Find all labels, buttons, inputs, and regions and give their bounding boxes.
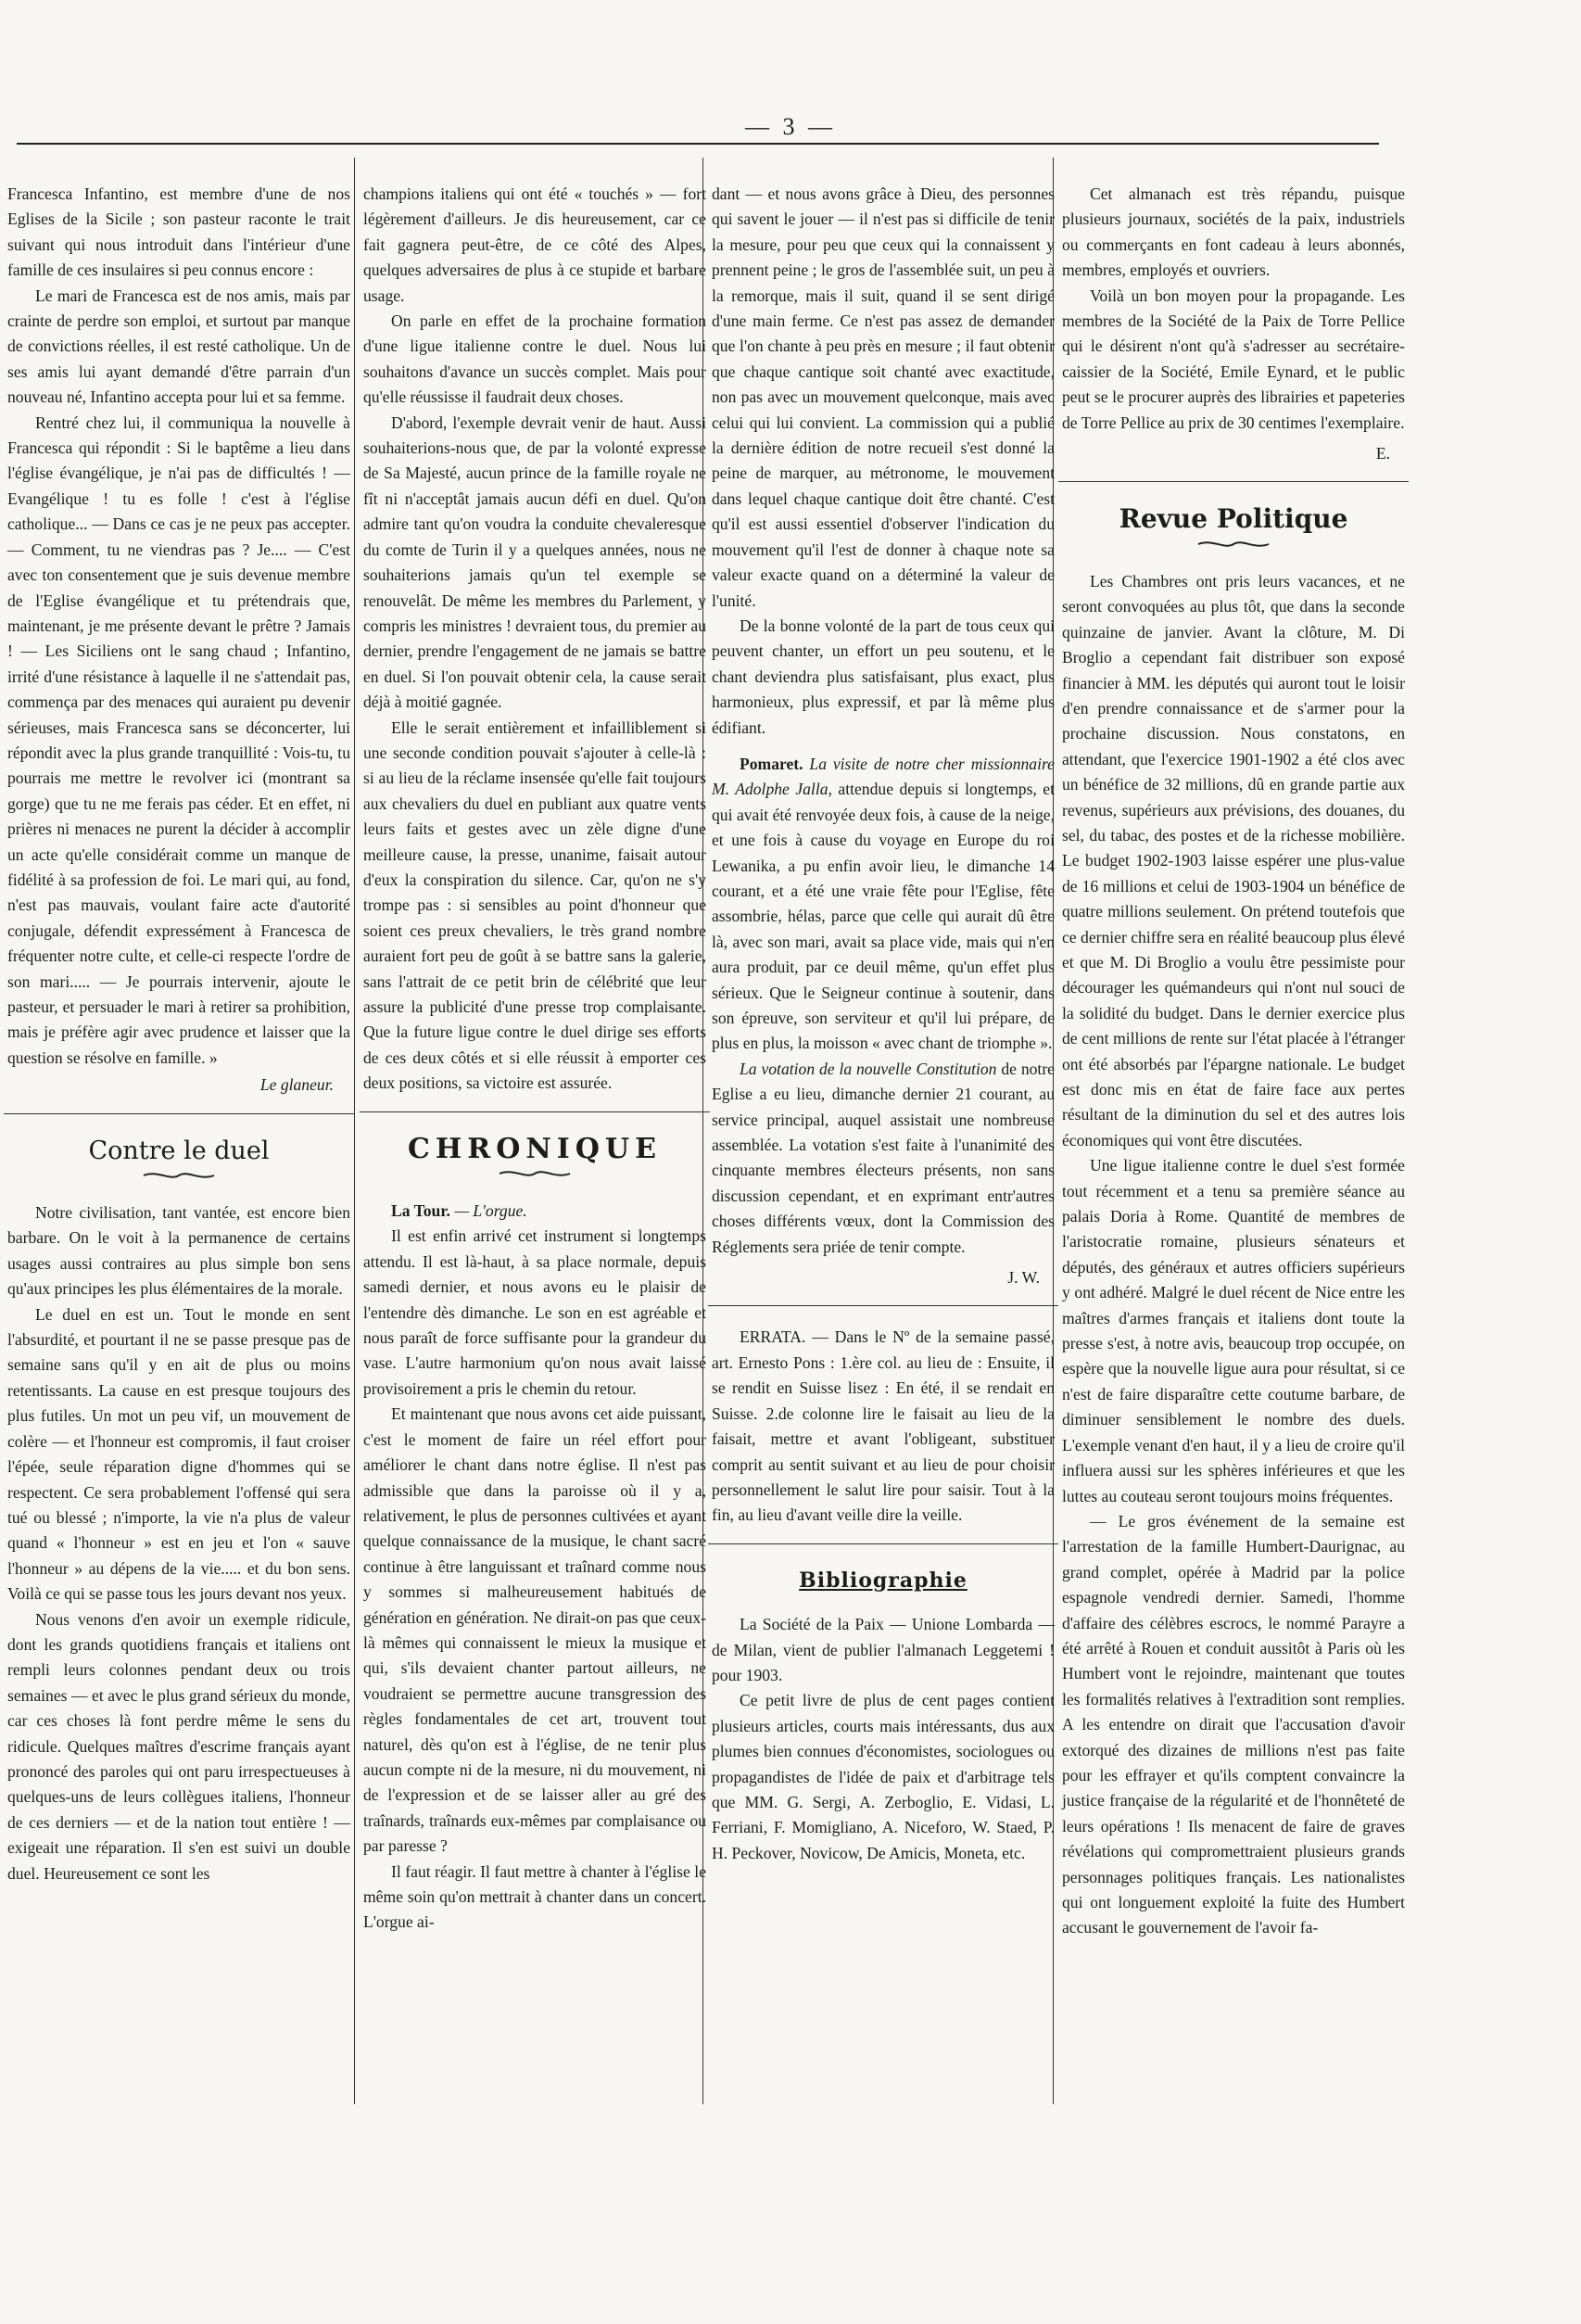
article-paragraph: Les Chambres ont pris leurs vacances, et ne seront convoquées au plus tôt, que dans la seconde quinzaine de janvier. Avant la clôture, M. Di Broglio a cependant fait distribuer son exposé financier à MM. les députés qui auront tout le loisir d'en prendre connaissance et de s'armer pour la prochaine discussion. Nous constatons, en attendant, que l'exercice 1901-1902 a été clos avec un bénéfice de 32 millions, dû en grande partie aux revenus, supérieurs aux prévisions, des douanes, du sel, du tabac, des postes et de la richesse mobilière. Le budget 1902-1903 laisse espérer une plus-value de 16 millions et celui de 1903-1904 un bénéfice de quatre millions seulement. On prétend toutefois que ce dernier chiffre sera en réalité beaucoup plus élevé et que M. Di Broglio a voulu être pessimiste pour décourager les quémandeurs qui n'ont nul souci de la solidité du budget. Dans le dernier exercice plus de cent millions de rente sur l'état placée à l'étranger ont été absorbés par l'épargne nationale. Le budget est donc mis en état de faire face aux pertes résultant de la diminution du sel et des autres lois économiques qui vont être discutées. — [1062, 571, 1405, 1149]
ornament-icon — [1196, 538, 1271, 551]
article-signature: E. — [1375, 444, 1390, 464]
article-paragraph: Et maintenant que nous avons cet aide puissant, c'est le moment de faire un réel effort pour améliorer le chant dans notre église. Il n'est pas admissible que dans la paroisse où il y a, relativement, le plus de personnes cultivées et ayant quelque connaissance de la musique, le chant sacré continue à être languissant et traînard comme nous y sommes si malheureusement habitués de génération en génération. Ne dirait-on pas que ceux-là mêmes qui connaissent le mieux la musique et qui, s'ils devaient chanter partout ailleurs, ne voudraient se permettre aucune transgression des règles fondamentales de cet art, trouvent tout naturel, dès qu'on est à l'église, de ne tenir plus aucun compte ni de la mesure, ni du mouvement, ni de l'expression et de se laisser aller au gré des traînards, traînards eux-mêmes par complaisance ou par paresse ? — [363, 1404, 706, 1856]
article-paragraph: champions italiens qui ont été « touchés » — fort légèrement d'ailleurs. Je dis heureusement, car ce fait gagnera peut-être, de ce côté des Alpes, quelques adversaires de plus à ce stupide et barbare usage. — [363, 184, 706, 305]
article-paragraph: Le mari de Francesca est de nos amis, mais par crainte de perdre son emploi, et surtout par manque de convictions réelles, il est resté catholique. Un de ses amis lui ayant demandé d'être parrain d'un nouveau né, Infantino accepta pour lui et sa femme. — [7, 286, 350, 407]
article-paragraph: Voilà un bon moyen pour la propagande. Les membres de la Société de la Paix de Torre Pellice qui le désirent n'ont qu'à s'adresser au secrétaire-caissier de la Société, Emile Eynard, et le public peut se le procurer auprès des librairies et papeteries de Torre Pellice au prix de 30 centimes l'exemplaire. — [1062, 286, 1405, 432]
column-4 — [1062, 182, 1405, 1941]
article-text: attendue depuis si longtemps, et qui avait été renvoyée deux fois, à cause de la neige, et une fois à cause du voyage en Europe du roi Lewanika, a pu enfin avoir lieu, le dimanche 14 courant, et a été une vraie fête pour l'Eglise, fête assombrie, hélas, parce que celle qui aurait dû être là, avec son mari, avait sa place vide, mais qui n'en aura produit, par ce deuil même, qu'un effet plus sérieux. Que le Seigneur continue à soutenir, dans son épreuve, son serviteur et qu'il lui prépare, de plus en plus, la moisson « avec chant de triomphe ». — [712, 780, 1055, 1053]
article-paragraph: La Société de la Paix — Unione Lombarda — de Milan, vient de publier l'almanach Leggetemi ! pour 1903. — [712, 1615, 1055, 1684]
article-paragraph: — Le gros événement de la semaine est l'arrestation de la famille Humbert-Daurignac, au grand complet, opérée à Madrid par la police espagnole vendredi dernier. Samedi, l'homme d'affaire des célèbres escrocs, le nommé Parayre a été arrêté à Rouen et conduit aussitôt à Paris où les Humbert vont le rejoindre, maintenant que toutes les formalités relatives à l'extradition sont remplies. A les entendre on dirait que l'accusation d'avoir extorqué des dizaines de millions n'est pas faite pour les effrayer et qu'ils comptent convaincre la justice française de la régularité et de l'honnêteté de leurs opérations ! Ils menacent de faire de graves révélations qui compromettraient plusieurs grands personnages politiques français. Les nationalistes qui ont longuement exploité la fuite des Humbert accusant le gouvernement de l'avoir fa- — [1062, 1511, 1405, 1937]
article-signature: Le glaneur. — [259, 1075, 334, 1095]
spacer — [712, 1599, 1055, 1612]
ornament-icon — [498, 1167, 572, 1180]
article-paragraph — [712, 752, 1055, 1057]
article-heading-la-tour: La Tour. — [391, 1201, 450, 1221]
column-3 — [712, 182, 1055, 1866]
header-rule — [17, 143, 1379, 145]
article-lead: La visite de notre cher missionnaire M. Adolphe Jalla, — [712, 754, 1055, 799]
article-heading-pomaret: Pomaret. — [740, 754, 803, 773]
column-1 — [7, 182, 350, 1886]
article-paragraph: Elle le serait entièrement et infailliblement si une seconde condition pouvait s'ajouter à celle-là : si au lieu de la réclame insensée qu'elle fait toujours aux chevaliers du duel en publiant aux quatre vents leurs faits et gestes avec un zèle digne d'une meilleure cause, la presse, unanime, faisait autour d'eux la conspiration du silence. Car, qu'on ne s'y trompe pas : si sensibles au point d'honneur que soient ces preux chevaliers, le très grand nombre auraient fort peu de goût à se battre sans la galerie, sans l'attrait de ce petit brin de célébrité que leur assure la publicité d'une presse trop complaisante. Que la future ligue contre le duel dirige ses efforts de ces deux côtés et si elle réussit à emporter ces deux positions, sa victoire est assurée. — [363, 718, 706, 1093]
column-divider — [354, 158, 355, 2104]
article-signature: J. W. — [1007, 1268, 1040, 1288]
article-paragraph: Notre civilisation, tant vantée, est encore bien barbare. On le voit à la permanence de certains usages aussi contraires au plus simple bon sens qu'aux principes les plus élémentaires de la morale. — [7, 1203, 350, 1299]
section-title-revue-politique: Revue Politique — [1119, 503, 1348, 535]
article-paragraph: On parle en effet de la prochaine formation d'une ligue italienne contre le duel. Nous lui souhaitons d'avance un succès complet. Mais pour qu'elle réussisse il faudrait deux choses. — [363, 311, 706, 407]
article-paragraph — [712, 1057, 1055, 1260]
article-paragraph: De la bonne volonté de la part de tous ceux qui peuvent chanter, un effort un peu soutenu, et le chant deviendra plus satisfaisant, plus exact, plus harmonieux, plus expressif, et par là même plus édifiant. — [712, 616, 1055, 737]
article-paragraph: Ce petit livre de plus de cent pages contient plusieurs articles, courts mais intéressants, dus aux plumes bien connues d'économistes, sociologues ou propagandistes de l'idée de paix et d'arbitrage tels que MM. G. Sergi, A. Zerboglio, E. Vidasi, L. Ferriani, F. Momigliano, A. Niceforo, W. Staed, P. H. Peckover, Novicow, De Amicis, Moneta, etc. — [712, 1691, 1055, 1862]
section-title-bibliographie: Bibliographie — [799, 1568, 968, 1593]
article-lead: La votation de la nouvelle Constitution — [740, 1059, 997, 1078]
errata-paragraph: ERRATA. — Dans le Nº de la semaine passé, art. Ernesto Pons : 1.ère col. au lieu de : Ensuite, il se rendit en Suisse lisez : En été, il se rendait en Suisse. 2.de colonne lire le faisait au lieu de la faisait, mettre et avant l'obligeant, substituer comprit au sentit suivant et au lieu de pour choisir personnellement le salut lire pour saisir. Tout à la fin, au lieu d'avant veille dire la veille. — [712, 1327, 1055, 1525]
article-text: de notre Eglise a eu lieu, dimanche dernier 21 courant, au service principal, auquel assistait une nombreuse assemblée. La votation s'est faite à l'unanimité des cinquante membres électeurs présents, non sans discussion cependant, et en exprimant entr'autres choses différents vœux, dont la Commission des Réglements sera priée de tenir compte. — [712, 1059, 1055, 1256]
article-paragraph: Une ligue italienne contre le duel s'est formée tout récemment et a tenu sa première séance au palais Doria à Rome. Quantité de membres de l'aristocratie romaine, plusieurs sénateurs et députés, des généraux et autres officiers supérieurs y ont adhéré. Malgré le duel récent de Nice entre les maîtres d'armes français et italiens dont toute la presse s'est, à notre avis, beaucoup trop occupée, on espère que la nouvelle ligue aura pour résultat, si ce n'est de faire disparaître cette coutume barbare, de diminuer sensiblement le nombre des duels. L'exemple venant d'en haut, il y a lieu de croire qu'il influera aussi sur les sphères inférieures et que les luttes au couteau seront toujours moins fréquentes. — [1062, 1156, 1405, 1505]
article-paragraph — [363, 1199, 706, 1224]
article-paragraph: Cet almanach est très répandu, puisque plusieurs journaux, sociétés de la paix, industriels ou commerçants en font cadeau à leurs abonnés, membres, employés et ouvriers. — [1062, 184, 1405, 280]
section-title-duel: Contre le duel — [88, 1136, 270, 1165]
page-number: — 3 — — [745, 113, 836, 140]
ornament-icon — [142, 1169, 216, 1182]
section-divider — [360, 1111, 710, 1112]
section-divider — [4, 1113, 354, 1114]
article-paragraph: Il faut réagir. Il faut mettre à chanter à l'église le même soin qu'on mettrait à chanter dans un concert. L'orgue ai- — [363, 1861, 706, 1932]
article-subheading: — L'orgue. — [454, 1201, 527, 1221]
article-paragraph: Francesca Infantino, est membre d'une de nos Eglises de la Sicile ; son pasteur raconte le trait suivant qui nous introduit dans l'intérieur d'une famille de ces insulaires si peu connus encore : — [7, 184, 350, 280]
article-paragraph: D'abord, l'exemple devrait venir de haut. Aussi souhaiterions-nous que, de par la volonté expresse de Sa Majesté, aucun prince de la famille royale ne fît ni n'acceptât jamais aucun défi en duel. Qu'on admire tant qu'on voudra la conduite chevaleresque du comte de Turin il y a quelques années, nous ne souhaiterions jamais qu'un tel exemple se renouvelât. De même les membres du Parlement, y compris les ministres ! devraient tous, du premier au dernier, prendre l'engagement de ne jamais se battre en duel. Si l'on pouvait obtenir cela, la cause serait déjà à moitié gagnée. — [363, 413, 706, 712]
column-2 — [363, 182, 706, 1936]
section-divider — [708, 1543, 1058, 1544]
article-paragraph: Rentré chez lui, il communiqua la nouvelle à Francesca qui répondit : Si le baptême a lieu dans l'église évangélique, je n'ai pas de difficultés ! — Evangélique ! tu es folle ! c'est à l'église catholique... — Dans ce cas je ne peux pas accepter. — Comment, tu ne viendras pas ? Je.... — C'est avec ton consentement que je suis devenue membre de l'Eglise évangélique et tu prétendrais que, maintenant, je me présente devant le prêtre ? Jamais ! — Les Siciliens ont le sang chaud ; Infantino, irrité d'une résistance à laquelle il ne s'attendait pas, commença par des menaces qui auraient pu devenir sérieuses, mais Francesca sans se déconcerter, lui répondit avec la plus grande tranquillité : Vois-tu, tu pourrais me mettre le revolver ici (montrant sa gorge) que tu ne me ferais pas céder. Et en effet, ni prières ni menaces ne purent la décider à accomplir un acte qu'elle considérait comme un manque de fidélité à sa profession de foi. Le mari qui, au fond, n'est pas mauvais, voulant faire acte d'autorité conjugale, défendit expressément à Francesca de fréquenter notre culte, et celle-ci respecte l'ordre de son mari..... — Je pourrais intervenir, ajoute le pasteur, et persuader le mari à retirer sa prohibition, mais je préfère agir avec prudence et laisser que la question se résolve en famille. » — [7, 413, 350, 1067]
article-paragraph: dant — et nous avons grâce à Dieu, des personnes qui savent le jouer — il n'est pas si difficile de tenir la mesure, pour peu que ceux qui la connaissent y prennent peine ; le gros de l'assemblée suit, un peu à la remorque, mais il suit, quand il se sent dirigé d'une main ferme. Ce n'est pas assez de demander que l'on chante à peu près en mesure ; il faut obtenir que chaque cantique soit chanté avec exactitude, non pas avec un mouvement quelconque, mais avec celui qui lui convient. La commission qui a publié la dernière édition de notre recueil s'est donné la peine de marquer, au métronome, le mouvement dans lequel chaque cantique doit être chanté. C'est qu'il est aussi essentiel d'observer l'indication du mouvement qu'il l'est de donner à chaque note sa valeur exacte quand on a déterminé la valeur de l'unité. — [712, 184, 1055, 610]
article-paragraph: Il est enfin arrivé cet instrument si longtemps attendu. Il est là-haut, à sa place normale, depuis samedi dernier, et nous avons eu le plaisir de l'entendre dès dimanche. Le son en est agréable et nous paraît de force suffisante pour la grandeur du vase. L'autre harmonium qu'on nous avait laissé provisoirement a pris le chemin du retour. — [363, 1226, 706, 1398]
section-divider — [1058, 481, 1409, 482]
article-paragraph: Nous venons d'en avoir un exemple ridicule, dont les grands quotidiens français et italiens ont rempli leurs colonnes pendant deux ou trois semaines — et avec le plus grand sérieux du monde, car ces choses là font perdre même le sens du ridicule. Quelques maîtres d'escrime français ayant prononcé des paroles qui ont paru irrespectueuses à quelques-uns de leurs collègues italiens, l'honneur de ces derniers — et de la nation tout entière ! — exigeait une réparation. Il s'en est suivi un double duel. Heureusement ce sont les — [7, 1609, 350, 1883]
section-divider — [708, 1305, 1058, 1306]
section-title-chronique: CHRONIQUE — [408, 1132, 662, 1165]
article-paragraph: Le duel en est un. Tout le monde en sent l'absurdité, et pourtant il ne se passe presque pas de semaine sans qu'il y en ait de plus ou moins retentissants. La cause en est presque toujours des plus futiles. Un mot un peu vif, un mouvement de colère — et l'honneur est compromis, il faut croiser l'épée, seule réparation digne d'hommes qui se respectent. Ce sera probablement l'offensé qui sera tué ou blessé ; n'importe, la vie n'a plus de valeur quand « l'honneur » est en jeu et l'on « sauve l'honneur » au dépens de la vie..... et du bon sens. Voilà ce qui se passe tous les jours devant nos yeux. — [7, 1304, 350, 1604]
